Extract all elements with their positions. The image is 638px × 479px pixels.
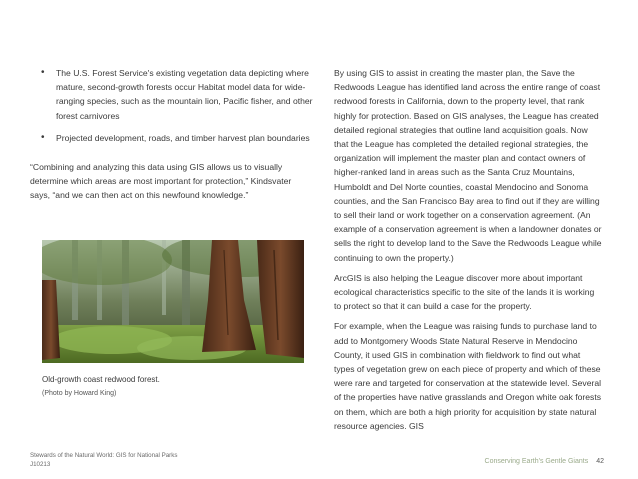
quote-paragraph: “Combining and analyzing this data using GIS allows us to visually determine which areas are most important for protection,” Kindsvater says, “and we can then act on this newfound knowledge.” xyxy=(30,162,292,201)
footer-publication xyxy=(30,452,177,469)
footer-tagline: Conserving Earth's Gentle Giants xyxy=(484,458,589,465)
footer-publication-title: Stewards of the Natural World: GIS for National Parks xyxy=(30,452,178,459)
bullet-item xyxy=(36,131,316,145)
bullet-item xyxy=(36,66,316,123)
bullet-dot-icon: • xyxy=(41,67,45,78)
forest-image-icon xyxy=(42,240,304,363)
bullet-list xyxy=(36,66,316,153)
redwood-forest-photo xyxy=(42,240,304,363)
right-column xyxy=(334,66,602,439)
bullet-text: The U.S. Forest Service's existing vegetation data depicting where mature, second-growth forests occur Habitat model data for wide-ranging species, such as the mountain lion, Pacific fisher, and other forest carnivores xyxy=(56,68,313,121)
footer-right xyxy=(485,458,604,465)
photo-caption: Old-growth coast redwood forest. xyxy=(42,375,160,384)
body-paragraph: For example, when the League was raising funds to purchase land to add to Montgomery Woods State Natural Reserve in Mendocino County, it used GIS in combination with fieldwork to find out what types of vegetation grew on each piece of property and which of these were rare and targeted for conservation at the statewide level. Several of the properties have native grasslands and Oregon white oak forests on them, which are both a high priority for acquisition by state natural resource agencies. GIS xyxy=(334,321,602,431)
body-paragraph: By using GIS to assist in creating the master plan, the Save the Redwoods League has identified land across the entire range of coast redwood forests in California, down to the property level, that rank highly for protection. Based on GIS analyses, the League has created detailed regional strategies that outline land acquisition goals. Now that the League has completed the detailed regional strategies, the organization will implement the master plan and contact owners of higher-ranked land in areas such as the Santa Cruz Mountains, Humboldt and Del Norte counties, coastal Mendocino and Sonoma counties, and the San Francisco Bay area to find out if they are willing to sell their land or work together on a conservation agreement. (An example of a conservation agreement is when a landowner donates or sells the right to develop land to the Save the Redwoods League while continuing to own the property.) xyxy=(334,68,602,263)
bullet-text: Projected development, roads, and timber harvest plan boundaries xyxy=(56,132,310,143)
photo-credit: (Photo by Howard King) xyxy=(42,390,117,397)
bullet-dot-icon: • xyxy=(41,131,45,143)
page-number: 42 xyxy=(596,458,604,465)
body-paragraph: ArcGIS is also helping the League discover more about important ecological characteristics specific to the site of the lands it is working to protect so that it can build a case for the property. xyxy=(334,272,595,312)
footer-code: J10213 xyxy=(30,460,51,468)
